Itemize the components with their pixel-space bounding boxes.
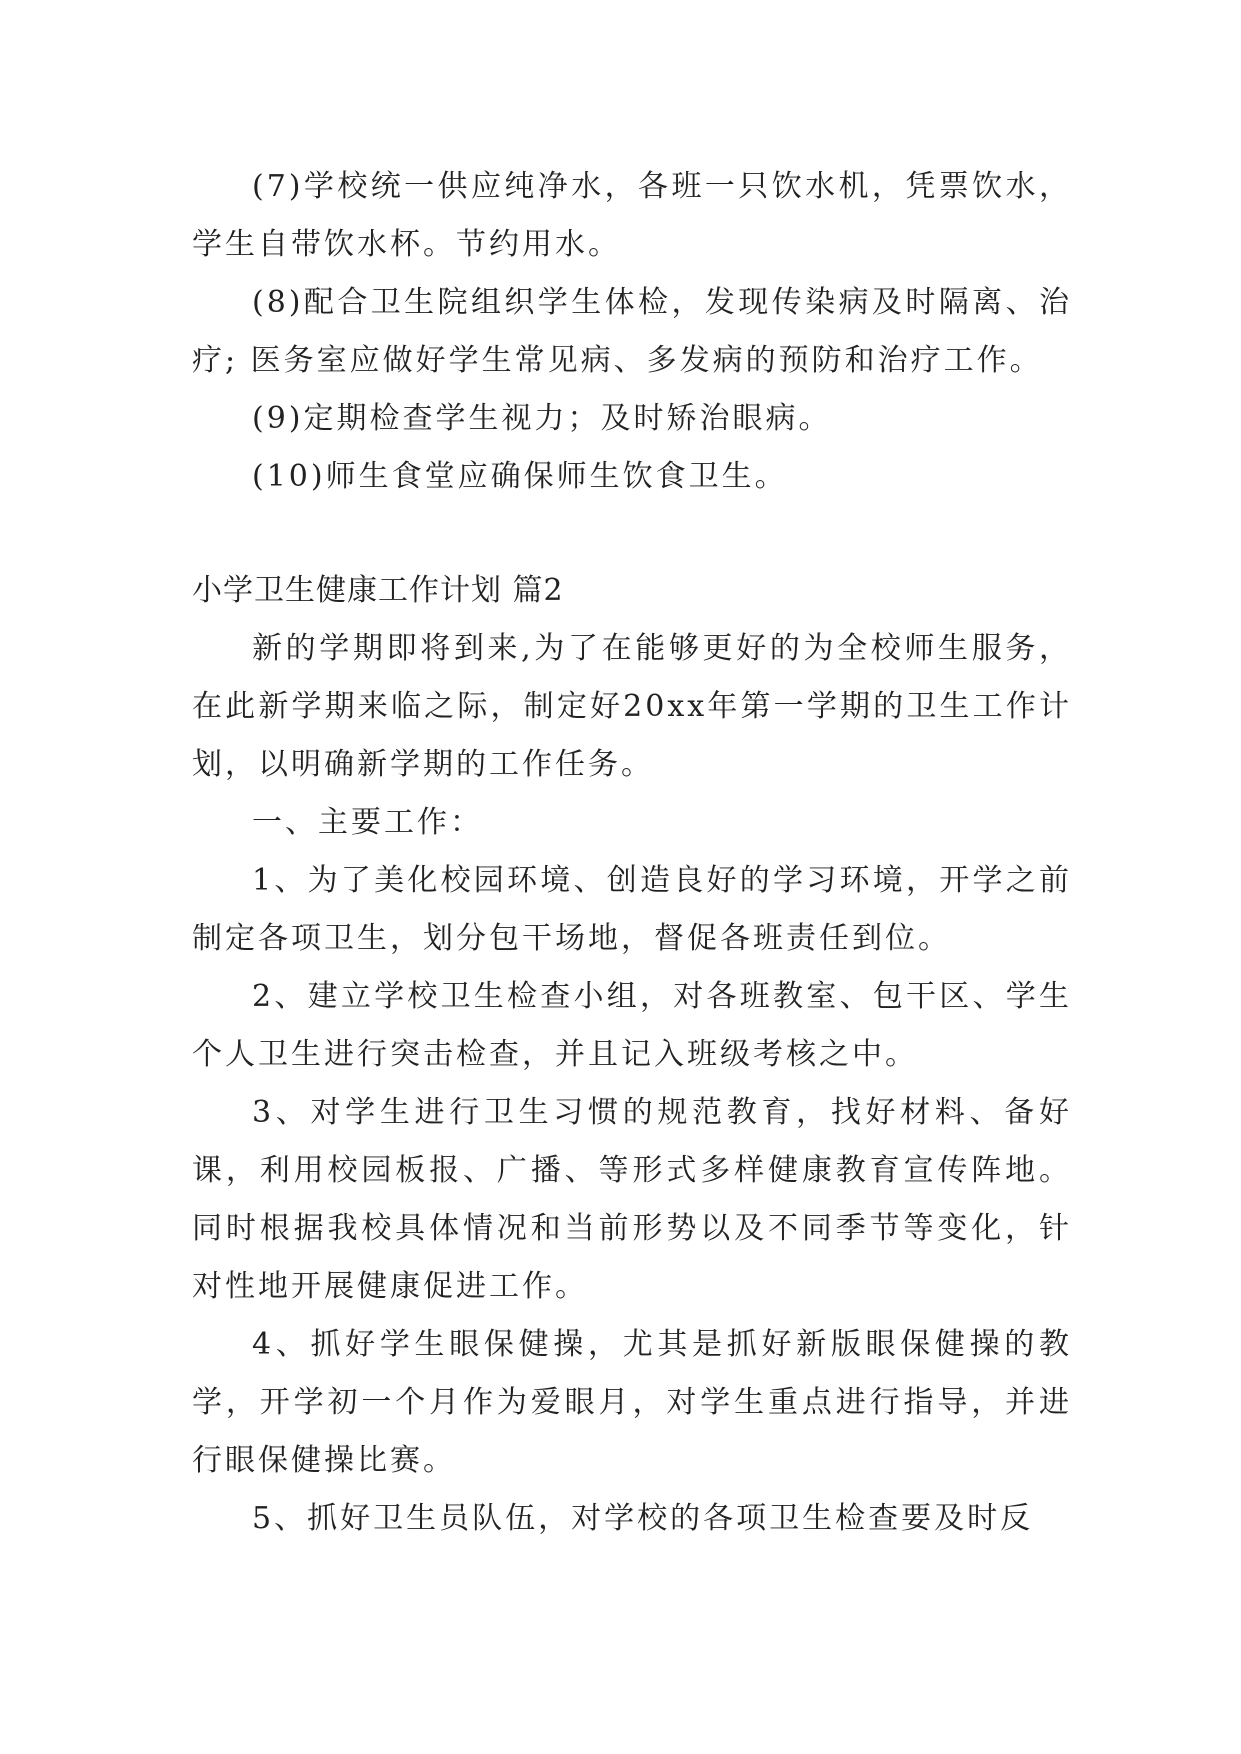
paragraph-item-8: (8)配合卫生院组织学生体检，发现传染病及时隔离、治疗; 医务室应做好学生常见病、多发病的预防和治疗工作。 <box>192 285 1072 378</box>
work-item-5: 5、抓好卫生员队伍，对学校的各项卫生检查要及时反 <box>252 1501 1034 1536</box>
intro-paragraph: 新的学期即将到来,为了在能够更好的为全校师生服务，在此新学期来临之际，制定好20xx年第一学期的卫生工作计划，以明确新学期的工作任务。 <box>192 631 1072 782</box>
paragraph-item-10: (10)师生食堂应确保师生饮食卫生。 <box>252 459 788 494</box>
work-item-4: 4、抓好学生眼保健操，尤其是抓好新版眼保健操的教学，开学初一个月作为爱眼月，对学生重点进行指导，并进行眼保健操比赛。 <box>192 1327 1072 1478</box>
document-body <box>192 158 1072 1548</box>
subheading-main-work: 一、主要工作： <box>252 805 483 840</box>
paragraph-item-9: (9)定期检查学生视力；及时矫治眼病。 <box>252 401 832 436</box>
work-item-1: 1、为了美化校园环境、创造良好的学习环境，开学之前制定各项卫生，划分包干场地，督促各班责任到位。 <box>192 863 1072 956</box>
work-item-2: 2、建立学校卫生检查小组，对各班教室、包干区、学生个人卫生进行突击检查，并且记入班级考核之中。 <box>192 979 1072 1072</box>
work-item-3: 3、对学生进行卫生习惯的规范教育，找好材料、备好课，利用校园板报、广播、等形式多样健康教育宣传阵地。同时根据我校具体情况和当前形势以及不同季节等变化，针对性地开展健康促进工作。 <box>192 1095 1072 1304</box>
paragraph-item-7: (7)学校统一供应纯净水，各班一只饮水机，凭票饮水，学生自带饮水杯。节约用水。 <box>192 169 1072 262</box>
section-spacer <box>192 506 1072 562</box>
section-title: 小学卫生健康工作计划 篇2 <box>192 573 564 608</box>
